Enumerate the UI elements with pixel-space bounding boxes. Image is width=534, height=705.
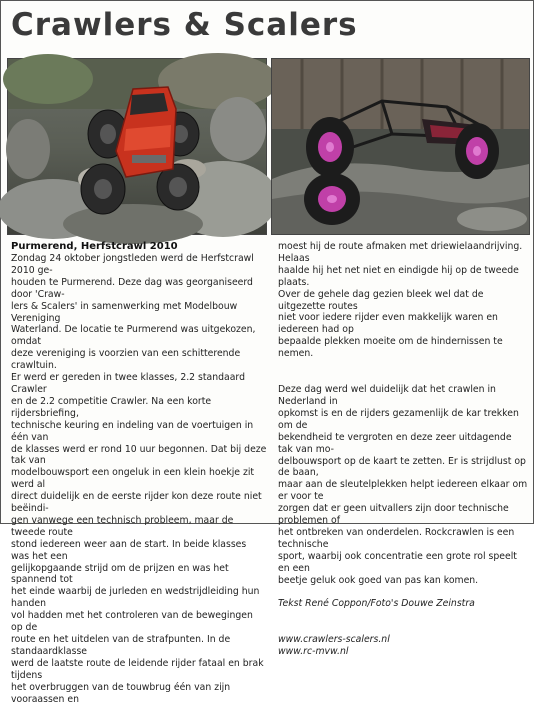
body-line: de klasses werd er rond 10 uur begonnen. Dat bij deze tak van: [11, 443, 267, 467]
body-line: het ontbreken van onderdelen. Rockcrawlen is een technische: [278, 526, 515, 550]
body-line: beetje geluk ook goed van pas kan komen.: [278, 574, 479, 586]
body-line: het einde waarbij de jurleden en wedstrijdleiding hun handen: [11, 586, 260, 610]
body-line: werd de laatste route de leidende rijder fataal en brak tijdens: [11, 657, 264, 681]
body-line: vol hadden met het controleren van de bewegingen op de: [11, 610, 253, 634]
website-link-rc-mvw[interactable]: www.rc-mvw.nl: [278, 646, 349, 658]
body-line: modelbouwsport een ongeluk in een klein hoekje zit werd al: [11, 467, 255, 491]
body-line: Er werd er gereden in twee klasses, 2.2 standaard Crawler: [11, 372, 245, 395]
body-line: het overbruggen van de touwbrug één van zijn vooraassen en: [11, 681, 231, 705]
paragraph-gap: [278, 372, 528, 384]
body-line: houden te Purmerend. Deze dag was georganiseerd door 'Craw-: [11, 276, 253, 300]
body-line: delbouwsport op de kaart te zetten. Er is strijdlust op de baan,: [278, 455, 526, 479]
photo-red-crawler: [7, 58, 267, 235]
body-line: Deze dag werd wel duidelijk dat het crawlen in Nederland in: [278, 384, 496, 407]
body-line: deze vereniging is voorzien van een schitterende crawltuin.: [11, 348, 241, 372]
body-line: opkomst is en de rijders gezamenlijk de kar trekken om de: [278, 407, 519, 431]
body-line: route en het uitdelen van de strafpunten. In de standaardklasse: [11, 634, 231, 657]
article-heading: Purmerend, Herfstcrawl 2010: [11, 241, 178, 252]
body-line: lers & Scalers' in samenwerking met Modelbouw Vereniging: [11, 300, 238, 324]
website-link-crawlers-scalers[interactable]: www.crawlers-scalers.nl: [278, 634, 390, 646]
body-line: Zondag 24 oktober jongstleden werd de Herfstcrawl 2010 ge-: [11, 253, 254, 276]
paragraph-gap: [278, 610, 528, 622]
article-column-left: [11, 241, 267, 705]
body-line: en de 2.2 competitie Crawler. Na een korte rijdersbriefing,: [11, 395, 212, 419]
page-title: Crawlers & Scalers: [11, 7, 358, 43]
body-line: bepaalde plekken moeite om de hindernissen te nemen.: [278, 336, 503, 360]
body-line: bekendheid te vergroten en deze zeer uitdagende tak van mo-: [278, 431, 512, 455]
paragraph-gap: [278, 586, 528, 598]
body-line: Waterland. De locatie te Purmerend was uitgekozen, omdat: [11, 324, 256, 348]
article-credit: Tekst René Coppon/Foto's Douwe Zeinstra: [278, 598, 475, 610]
body-line: zorgen dat er geen uitvallers zijn door technische problemen of: [278, 503, 509, 527]
body-line: gelijkopgaande strijd om de prijzen en was het spannend tot: [11, 562, 229, 586]
body-line: Over de gehele dag gezien bleek wel dat de uitgezette routes: [278, 288, 484, 312]
body-line: stond iedereen weer aan de start. In beide klasses was het een: [11, 538, 247, 562]
body-line: haalde hij het net niet en eindigde hij op de tweede plaats.: [278, 264, 519, 288]
paragraph-gap: [278, 622, 528, 634]
body-line: sport, waarbij ook concentratie een grote rol speelt en een: [278, 550, 517, 574]
body-line: direct duidelijk en de eerste rijder kon deze route niet beëindi-: [11, 491, 262, 515]
body-line: technische keuring en indeling van de voertuigen in één van: [11, 419, 254, 443]
body-line: gen vanwege een technisch probleem, maar de tweede route: [11, 514, 234, 538]
photo-red-crawler-image: [8, 59, 266, 234]
paragraph-gap: [278, 360, 528, 372]
photo-pink-crawler-image: [272, 59, 529, 234]
body-line: moest hij de route afmaken met driewielaandrijving. Helaas: [278, 241, 523, 264]
body-line: maar aan de sleutelplekken helpt iedereen elkaar om er voor te: [278, 479, 528, 503]
photo-pink-crawler: [271, 58, 530, 235]
article-column-right: [278, 241, 528, 658]
body-line: niet voor iedere rijder even makkelijk waren en iedereen had op: [278, 312, 498, 336]
